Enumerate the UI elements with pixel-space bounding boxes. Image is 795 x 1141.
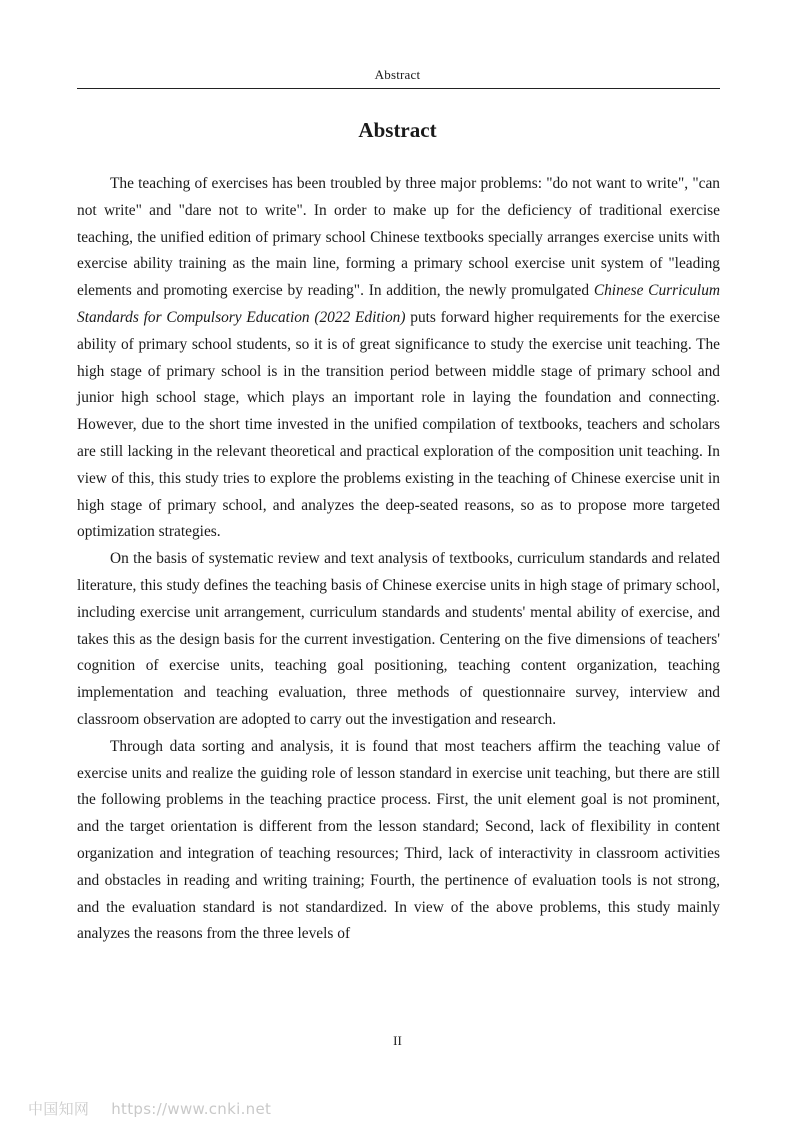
- curriculum-standards-title: Chinese Curriculum Standards for Compulsory Education (2022 Edition): [77, 282, 721, 326]
- watermark-url: https://www.cnki.net: [111, 1100, 272, 1118]
- watermark-brand: 中国知网: [28, 1100, 90, 1118]
- paragraph-1-text-end: puts forward higher requirements for the exercise ability of primary school students, so it is of great significance to study the exercise unit teaching. The high stage of primary school is in the transition period between middle stage of primary school and junior high school stage, which plays an important role in laying the foundation and connecting. However, due to the short time invested in the unified compilation of textbooks, teachers and scholars are still lacking in the relevant theoretical and practical exploration of the composition unit teaching. In view of this, this study tries to explore the problems existing in the teaching of Chinese exercise unit in high stage of primary school, and analyzes the deep-seated reasons, so as to propose more targeted optimization strategies.: [77, 308, 720, 541]
- page-number: II: [393, 1033, 402, 1048]
- abstract-paragraph-3: Through data sorting and analysis, it is found that most teachers affirm the teaching value of exercise units and realize the guiding role of lesson standard in exercise unit teaching, but there are still the following problems in the teaching practice process. First, the unit element goal is not prominent, and the target orientation is different from the lesson standard; Second, lack of flexibility in content organization and integration of teaching resources; Third, lack of interactivity in classroom activities and obstacles in reading and writing training; Fourth, the pertinence of evaluation tools is not strong, and the evaluation standard is not standardized. In view of the above problems, this study mainly analyzes the reasons from the three levels of: [77, 737, 720, 943]
- paragraph-1-text-start: The teaching of exercises has been troubled by three major problems: "do not want to write", "can not write" and "dare not to write". In order to make up for the deficiency of traditional exercise teaching, the unified edition of primary school Chinese textbooks specially arranges exercise units with exercise ability training as the main line, forming a primary school exercise unit system of "leading elements and promoting exercise by reading". In addition, the newly promulgated: [77, 175, 720, 300]
- abstract-paragraph-2: On the basis of systematic review and text analysis of textbooks, curriculum standards and related literature, this study defines the teaching basis of Chinese exercise units in high stage of primary school, including exercise unit arrangement, curriculum standards and students' mental ability of exercise, and takes this as the design basis for the current investigation. Centering on the five dimensions of teachers' cognition of exercise units, teaching goal positioning, teaching content organization, teaching implementation and teaching evaluation, three methods of questionnaire survey, interview and classroom observation are adopted to carry out the investigation and research.: [77, 550, 720, 728]
- page-title: Abstract: [358, 118, 437, 142]
- abstract-paragraph-1: [77, 171, 720, 546]
- abstract-body: [77, 171, 720, 948]
- cnki-watermark: [28, 1098, 271, 1119]
- header-rule: [77, 88, 720, 89]
- running-header: Abstract: [374, 67, 421, 82]
